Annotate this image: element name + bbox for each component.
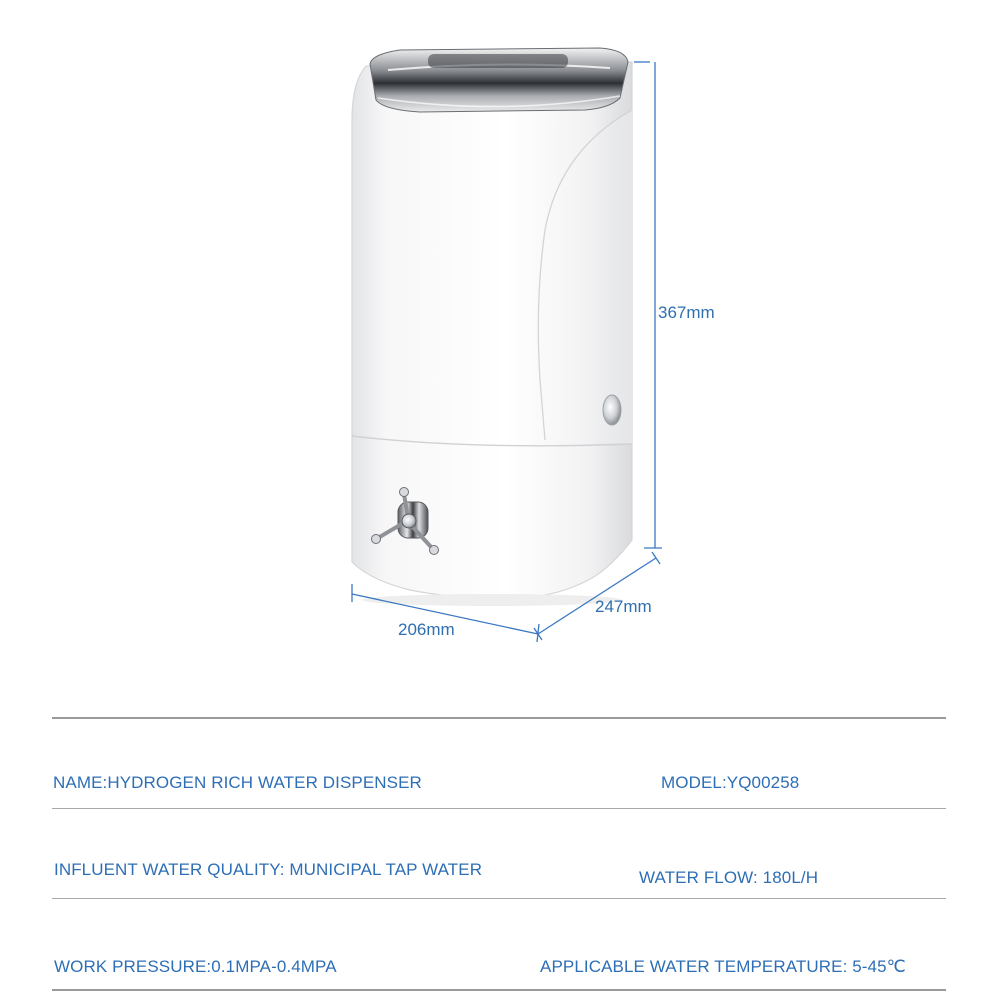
chrome-lid [370, 48, 628, 112]
height-dimension-label: 367mm [658, 303, 715, 322]
indicator-button-icon [603, 395, 621, 425]
spec-flow: WATER FLOW: 180L/H [639, 868, 819, 887]
width-dimension-label: 206mm [398, 620, 455, 639]
divider-bottom [52, 989, 946, 991]
spec-temperature: APPLICABLE WATER TEMPERATURE: 5-45℃ [540, 957, 906, 976]
depth-dimension-label: 247mm [595, 597, 652, 616]
spec-pressure: WORK PRESSURE:0.1MPA-0.4MPA [54, 957, 337, 976]
spec-name: NAME:HYDROGEN RICH WATER DISPENSER [53, 773, 422, 792]
divider-1 [52, 808, 946, 809]
dispenser-body [352, 62, 632, 606]
divider-2 [52, 898, 946, 899]
divider-top [52, 717, 946, 719]
spec-influent: INFLUENT WATER QUALITY: MUNICIPAL TAP WATER [54, 860, 483, 879]
spec-model: MODEL:YQ00258 [661, 773, 800, 792]
